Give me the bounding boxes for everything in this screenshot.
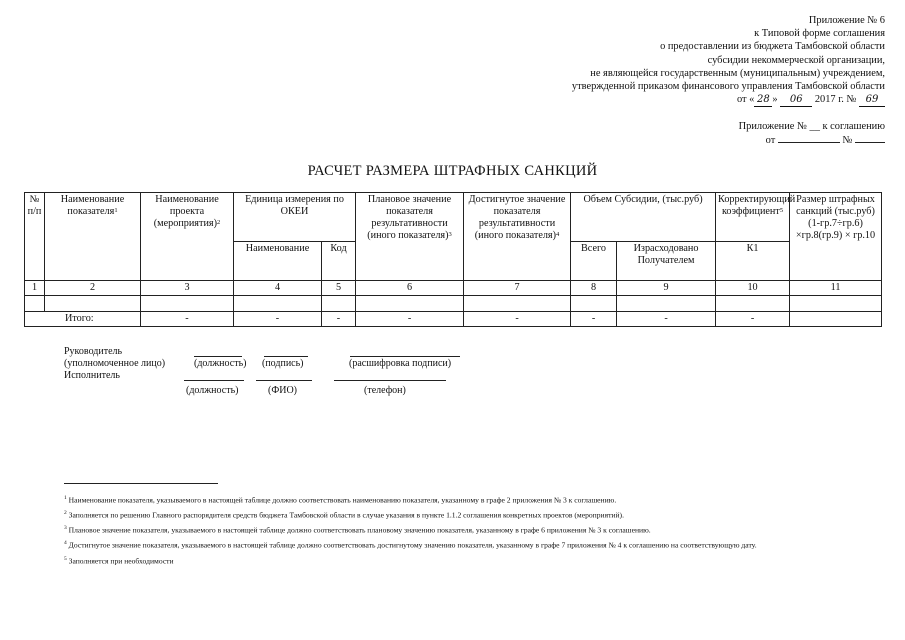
footnote: $^3$ Плановое значение показателя, указываемого в настоящей таблице должно соответствовать плановому значению показателя, указанному в графе 6 приложения № 3 к соглашению.	[64, 525, 651, 535]
agreement-number-label: №	[842, 135, 853, 147]
col-number: 10	[716, 281, 790, 296]
col-number: 1	[25, 281, 45, 296]
header-line-4: субсидии некоммерческой организации,	[707, 54, 885, 66]
head-label-sub: (уполномоченное лицо)	[64, 358, 166, 369]
header-project: Наименование проекта (мероприятия)$^2$	[141, 193, 234, 281]
date-day: 28	[754, 93, 772, 107]
total-cell: -	[356, 312, 464, 327]
executor-position-line	[184, 371, 244, 381]
header-line-3: о предоставлении из бюджета Тамбовской области	[660, 41, 885, 53]
executor-label: Исполнитель	[64, 370, 120, 381]
total-cell	[790, 312, 882, 327]
executor-name-caption: (ФИО)	[268, 385, 298, 396]
col-number: 2	[45, 281, 141, 296]
header-planned: Плановое значение показателя результативности (иного показателя)$^3$	[356, 193, 464, 281]
header-achieved: Достигнутое значение показателя результативности (иного показателя)$^4$	[464, 193, 571, 281]
head-signature-line	[264, 347, 308, 357]
head-position-caption: (должность)	[194, 358, 247, 369]
col-number: 3	[141, 281, 234, 296]
table-header-row-1	[25, 193, 882, 242]
total-cell: -	[571, 312, 617, 327]
agreement-number-blank	[855, 133, 885, 143]
header-date-line	[465, 93, 885, 107]
total-cell: -	[234, 312, 322, 327]
penalty-calculation-table	[24, 192, 882, 327]
col-number: 5	[322, 281, 356, 296]
header-subsidy-spent: Израсходовано Получателем	[617, 242, 716, 281]
header-line-1: Приложение № 6	[808, 15, 885, 26]
header-line-5: не являющейся государственным (муниципальным) учреждением,	[590, 67, 885, 79]
head-label: Руководитель	[64, 346, 123, 357]
header-unit-code: Код	[322, 242, 356, 281]
date-prefix: от «	[736, 94, 755, 106]
date-mid: »	[772, 94, 778, 106]
agreement-date-blank	[778, 133, 840, 143]
header-subsidy: Объем Субсидии, (тыс.руб)	[571, 193, 716, 242]
col-number: 9	[617, 281, 716, 296]
footnote: $^4$ Достигнутое значение показателя, указываемого в настоящей таблице должно соответствовать достигнутому значению показателя, указанному в графе 7 приложения № 4 к соглашению на соответствующую дату.	[64, 540, 757, 550]
footnotes	[64, 493, 854, 569]
header-unit-name: Наименование	[234, 242, 322, 281]
signature-block	[64, 346, 524, 397]
header-indicator: Наименование показателя$^1$	[45, 193, 141, 281]
agreement-line-2	[585, 133, 885, 147]
total-cell: -	[141, 312, 234, 327]
header-unit: Единица измерения по ОКЕИ	[234, 193, 356, 242]
col-number: 8	[571, 281, 617, 296]
col-number: 4	[234, 281, 322, 296]
col-number: 7	[464, 281, 571, 296]
head-decode-line	[350, 347, 460, 357]
total-label: Итого:	[25, 312, 141, 327]
header-line-2: к Типовой форме соглашения	[754, 28, 885, 40]
col-number: 6	[356, 281, 464, 296]
order-number: 69	[859, 93, 885, 107]
header-num: № п/п	[25, 193, 45, 281]
total-cell: -	[716, 312, 790, 327]
executor-phone-line	[334, 371, 446, 381]
header-coefficient-k1: К1	[716, 242, 790, 281]
date-month: 06	[780, 93, 812, 107]
total-cell: -	[617, 312, 716, 327]
footnote: $^5$ Заполняется при необходимости	[64, 555, 174, 566]
agreement-from-label: от	[765, 135, 776, 147]
executor-name-line	[256, 371, 312, 381]
header-subsidy-total: Всего	[571, 242, 617, 281]
col-number: 11	[790, 281, 882, 296]
table-row-empty	[25, 296, 882, 312]
header-coefficient: Корректирующий коэффициент$^5$	[716, 193, 790, 242]
total-cell: -	[464, 312, 571, 327]
executor-phone-caption: (телефон)	[364, 385, 406, 396]
agreement-reference	[585, 120, 885, 147]
header-penalty: Размер штрафных санкций (тыс.руб) (1-гр.7÷гр.6) ×гр.8(гр.9) × гр.10	[790, 193, 882, 281]
head-position-line	[194, 347, 242, 357]
footnote-divider	[64, 483, 218, 484]
executor-position-caption: (должность)	[186, 385, 239, 396]
footnote: $^1$ Наименование показателя, указываемого в настоящей таблице должно соответствовать наименованию показателя, указанному в графе 2 приложения № 3 к соглашению.	[64, 495, 617, 505]
total-cell: -	[322, 312, 356, 327]
head-signature-caption: (подпись)	[262, 358, 304, 369]
agreement-line-1: Приложение № __ к соглашению	[738, 121, 885, 132]
approval-header	[465, 14, 885, 107]
date-year: 2017 г. №	[814, 94, 857, 106]
page-title: РАСЧЕТ РАЗМЕРА ШТРАФНЫХ САНКЦИЙ	[307, 163, 598, 179]
column-number-row	[25, 281, 882, 296]
table-row-total	[25, 312, 882, 327]
head-decode-caption: (расшифровка подписи)	[349, 358, 452, 369]
footnote: $^2$ Заполняется по решению Главного распорядителя средств бюджета Тамбовской области в случае указания в пункте 1.1.2 соглашения конкретных проектов (мероприятий).	[64, 510, 624, 520]
header-line-6: утвержденной приказом финансового управления Тамбовской области	[571, 81, 885, 93]
